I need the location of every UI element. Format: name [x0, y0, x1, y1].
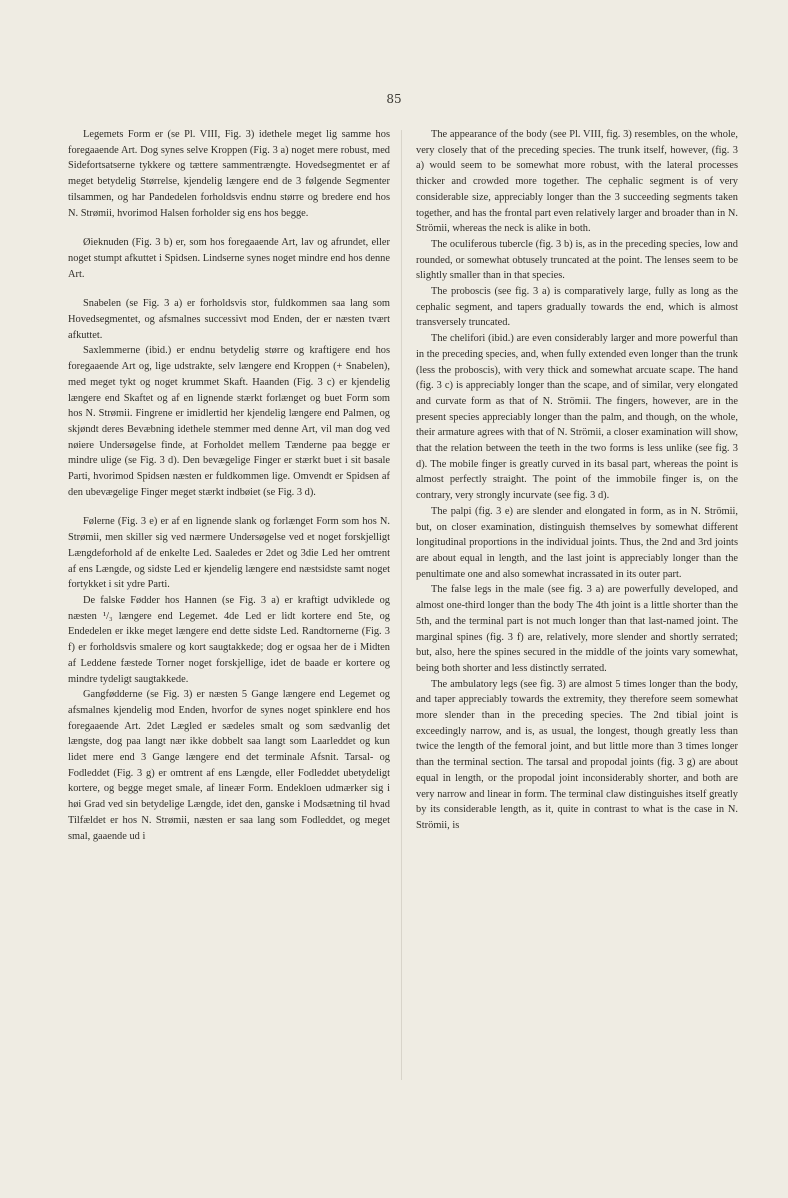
- english-paragraph-proboscis: The proboscis (see fig. 3 a) is comparatively large, fully as long as the cephalic segment, and tapers gradually towards the end, which is almost transversely truncated.: [416, 286, 738, 329]
- english-paragraph-false-legs: The false legs in the male (see fig. 3 a) are powerfully developed, and almost one-third longer than the body The 4th joint is a little shorter than the 5th, and the terminal part is not much longer than that last-named joint. The marginal spines (fig. 3 f) are, relatively, more slender and shortly serrated; but, also, here the spines secured in the middle of the joints vary somewhat, being both shorter and less distinctly serrated.: [416, 584, 738, 674]
- english-paragraph-chelifori: The chelifori (ibid.) are even considerably larger and more powerful than in the preceding species, and, when fully extended even longer than the trunk (less the proboscis), with very thick and somewhat arcuate scape. The hand (fig. 3 c) is appreciably longer than the scape, and of similar, very elongated and curvate form as that of N. Strömii. The fingers, however, are in the present species appreciably longer than the palm, and though, on the whole, their armature agrees with that of N. Strömii, a closer examination will show, that the relation between the teeth in the two forms is less unlike (see fig. 3 d). The mobile finger is greatly curved in its basal part, whereas the point is almost perfectly straight. The point of the immobile finger is, on the contrary, very strongly incurvate (see fig. 3 d).: [416, 333, 738, 502]
- column-divider: [401, 130, 402, 1080]
- page-number: 85: [386, 92, 402, 106]
- danish-paragraph-ambulatory-legs: Gangfødderne (se Fig. 3) er næsten 5 Gange længere end Legemet og afsmalnes kjendelig mod Enden, hvorfor de synes noget spinklere end hos foregaaende Art. 2det Lægled er sædeles smalt og som sædvanlig det længste, dog paa langt nær ikke dobbelt saa langt som Laarleddet og kun lidet mere end 3 Gange længere end det terminale Afsnit. Tarsal- og Fodleddet (Fig. 3 g) er omtrent af ens Længde, eller Fodleddet ubetydeligt kortere, og begge meget smale, af lineær Form. Endekloen udmærker sig i høi Grad ved sin betydelige Længde, idet den, ganske i Modsætning til hvad Tilfældet er hos N. Strømii, næsten er saa lang som Fodleddet, og meget smal, gaaende ud i: [68, 689, 390, 842]
- english-paragraph-body-form: The appearance of the body (see Pl. VIII, fig. 3) resembles, on the whole, very closely that of the preceding species. The trunk itself, however, (fig. 3 a) would seem to be somewhat more robust, with the lateral processes thicker and crowded more together. The cephalic segment is of very considerable size, appreciably longer than the 3 succeeding segments taken together, and has the frontal part even relatively larger and broader than in N. Strömii, whereas the neck is alike in both.: [416, 129, 738, 235]
- danish-paragraph-body-form: Legemets Form er (se Pl. VIII, Fig. 3) idethele meget lig samme hos foregaaende Art. Dog synes selve Kroppen (Fig. 3 a) noget mere robust, med Sidefortsatserne tykkere og tættere sammentrængte. Hovedsegmentet er af meget betydelig Størrelse, kjendelig længere end de 3 følgende Segmenter tilsammen, og har Pandedelen forholdsvis endnu større og bredere end hos N. Strømii, hvorimod Halsen forholder sig ens hos begge.: [68, 129, 390, 219]
- danish-paragraph-eye-tubercle: Øieknuden (Fig. 3 b) er, som hos foregaaende Art, lav og afrundet, eller noget stumpt afkuttet i Spidsen. Lindserne synes noget mindre end hos denne Art.: [68, 237, 390, 280]
- english-column: [416, 127, 738, 834]
- danish-paragraph-proboscis: Snabelen (se Fig. 3 a) er forholdsvis stor, fuldkommen saa lang som Hovedsegmentet, og afsmalnes successivt mod Enden, der er næsten tvært afkuttet.: [68, 298, 390, 341]
- english-paragraph-ambulatory-legs: The ambulatory legs (see fig. 3) are almost 5 times longer than the body, and taper appreciably towards the extremity, they therefore seem somewhat more slender than in the preceding species. The 2nd tibial joint is exceedingly narrow, and is, as usual, the longest, though greatly less than twice the length of the femoral joint, and but little more than 3 times longer than the terminal section. The tarsal and propodal joints (fig. 3 g) are about equal in length, or the propodal joint inconsiderably shorter, and both are very narrow and linear in form. The terminal claw distinguishes itself greatly by its considerable length, as it, quite in contrast to what is the case in N. Strömii, is: [416, 678, 738, 831]
- english-paragraph-eye-tubercle: The oculiferous tubercle (fig. 3 b) is, as in the preceding species, low and rounded, or somewhat obtusely truncated at the point. The lenses seem to be slightly smaller than in that species.: [416, 238, 738, 282]
- english-paragraph-palpi: The palpi (fig. 3 e) are slender and elongated in form, as in N. Strömii, but, on closer examination, distinguish themselves by somewhat different longitudinal proportions in the individual joints. Thus, the 2nd and 3rd joints are about equal in length, and the last joint is appreciably longer than the penultimate one and also somewhat incrassated in its outer part.: [416, 505, 738, 580]
- danish-paragraph-false-legs: De falske Fødder hos Hannen (se Fig. 3 a) er kraftigt udviklede og næsten ¹/₃ længere end Legemet. 4de Led er lidt kortere end 5te, og Endedelen er ikke meget længere end dette sidste Led. Randtornerne (Fig. 3 f) er forholdsvis smalere og kort saugtakkede; dog er ogsaa her de i Midten af Leddene fæstede Torner noget forskjellige, idet de baade er kortere og mindre tydeligt saugtakkede.: [68, 594, 390, 685]
- danish-paragraph-palpi: Følerne (Fig. 3 e) er af en lignende slank og forlænget Form som hos N. Strømii, men skiller sig ved nærmere Undersøgelse ved et noget forskjelligt Længdeforhold af de enkelte Led. Saaledes er 2det og 3die Led her omtrent af ens Længde, og sidste Led er kjendelig længere end næstsidste samt noget fortykket i sit ydre Parti.: [68, 516, 390, 591]
- danish-column: [68, 127, 390, 844]
- danish-paragraph-chelifori: Saxlemmerne (ibid.) er endnu betydelig større og kraftigere end hos foregaaende Art og, lige udstrakte, selv længere end Kroppen (+ Snabelen), med meget tykt og noget krummet Skaft. Haanden (Fig. 3 c) er kjendelig længere end Skaftet og af en lignende stærkt forlænget og buet Form som hos N. Strømii. Fingrene er imidlertid her kjendelig længere end Palmen, og skjøndt deres Bevæbning idethele stemmer med denne Art, vil man dog ved nøiere Undersøgelse finde, at Forholdet mellem Tænderne paa begge er mindre ulige (se Fig. 3 d). Den bevægelige Finger er stærkt buet i sit basale Parti, hvorimod Spidsen næsten er fuldkommen lige. Omvendt er Spidsen af den ubevægelige Finger meget stærkt indbøiet (se Fig. 3 d).: [68, 345, 390, 498]
